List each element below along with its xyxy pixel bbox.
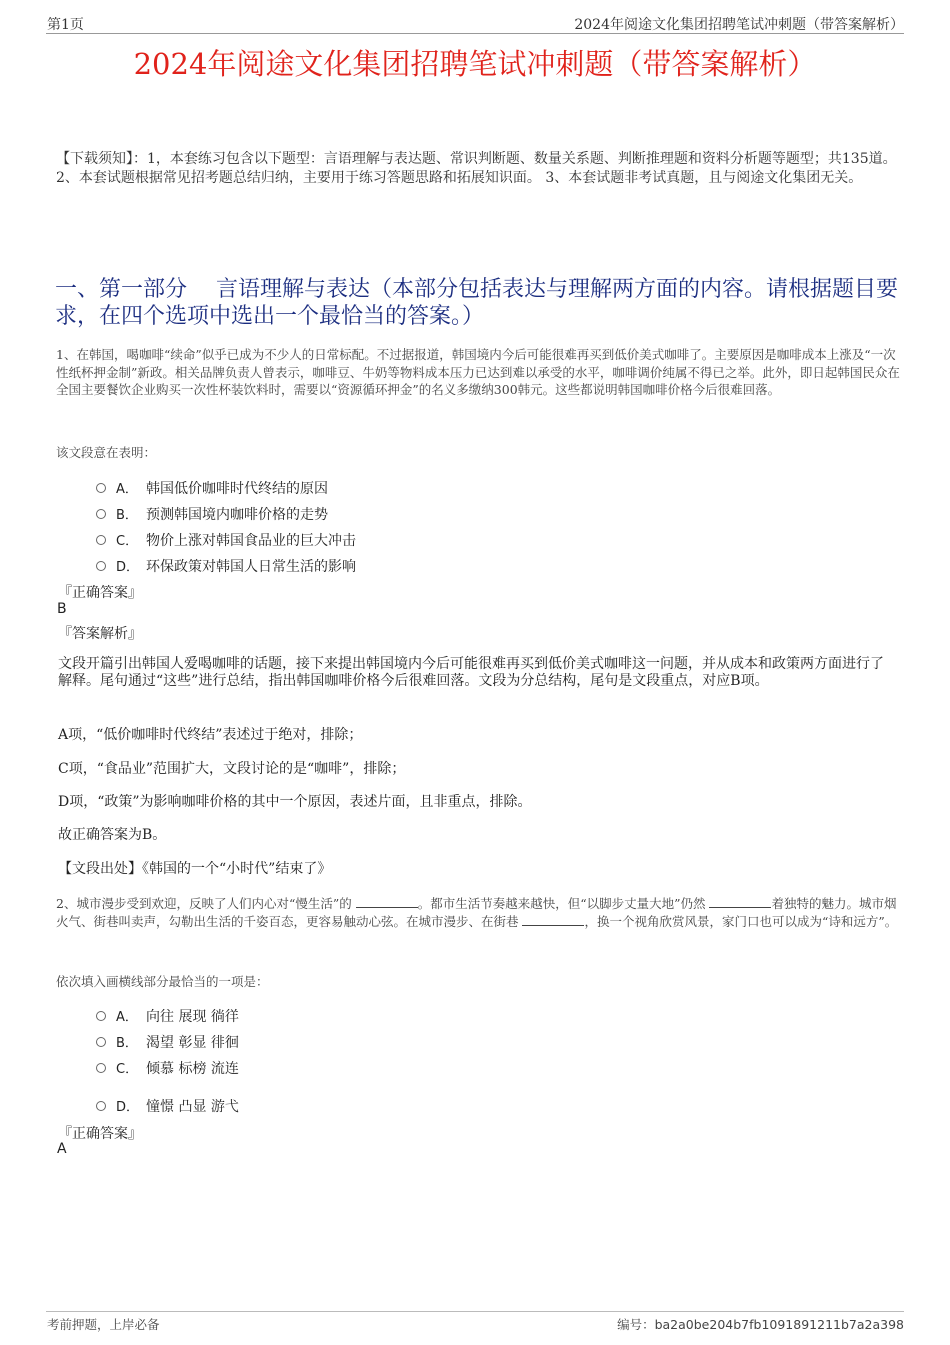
question-1-option-b[interactable] xyxy=(96,504,328,524)
option-text: 渴望 彰显 徘徊 xyxy=(146,1035,239,1051)
page-header-left: 第1页 xyxy=(47,17,84,33)
passage-source: 【文段出处】《韩国的一个“小时代”结束了》 xyxy=(58,861,332,877)
document-title: 2024年阅途文化集团招聘笔试冲刺题（带答案解析） xyxy=(133,47,817,81)
radio-icon[interactable] xyxy=(96,561,106,571)
question-2-answer-label: 『正确答案』 xyxy=(58,1126,142,1142)
analysis-paragraph: 故正确答案为B。 xyxy=(58,827,167,843)
question-2-option-a[interactable] xyxy=(96,1006,239,1026)
option-letter: C． xyxy=(116,1062,139,1077)
option-text: 倾慕 标榜 流连 xyxy=(146,1061,239,1077)
question-1-answer-label: 『正确答案』 xyxy=(58,585,142,601)
footer-serial-label: 编号： xyxy=(617,1317,655,1332)
option-letter: A． xyxy=(116,482,138,497)
question-2-option-b[interactable] xyxy=(96,1032,239,1052)
option-text: 环保政策对韩国人日常生活的影响 xyxy=(146,559,356,575)
option-letter: B． xyxy=(116,1036,138,1051)
option-letter: C． xyxy=(116,534,139,549)
footer-serial xyxy=(617,1315,904,1333)
question-1-option-c[interactable] xyxy=(96,530,356,550)
radio-icon[interactable] xyxy=(96,509,106,519)
fill-blank xyxy=(356,895,418,908)
header-divider xyxy=(46,33,904,34)
radio-icon[interactable] xyxy=(96,1101,106,1111)
question-1-option-a[interactable] xyxy=(96,478,328,498)
page-header-right: 2024年阅途文化集团招聘笔试冲刺题（带答案解析） xyxy=(574,17,904,33)
question-2-text-part: 。都市生活节奏越来越快，但“以脚步丈量大地”仍然 xyxy=(417,896,710,911)
question-2-prompt: 依次填入画横线部分最恰当的一项是： xyxy=(56,974,269,989)
question-2-text-part: 2、城市漫步受到欢迎，反映了人们内心对“慢生活”的 xyxy=(56,896,356,911)
fill-blank xyxy=(709,895,771,908)
question-1-answer: B xyxy=(57,601,67,617)
option-letter: A． xyxy=(116,1010,138,1025)
footer-slogan: 考前押题，上岸必备 xyxy=(47,1317,160,1332)
analysis-paragraph: C项，“食品业”范围扩大，文段讨论的是“咖啡”，排除； xyxy=(58,761,406,777)
radio-icon[interactable] xyxy=(96,483,106,493)
radio-icon[interactable] xyxy=(96,1037,106,1047)
footer-serial-code: ba2a0be204b7fb1091891211b7a2a398 xyxy=(654,1317,904,1332)
question-1-analysis-label: 『答案解析』 xyxy=(58,626,142,642)
question-2-text-part: ，换一个视角欣赏风景，家门口也可以成为“诗和远方”。 xyxy=(584,913,898,929)
radio-icon[interactable] xyxy=(96,1063,106,1073)
download-notice: 【下载须知】：1，本套练习包含以下题型：言语理解与表达题、常识判断题、数量关系题、判断推理题和资料分析题等题型；共135道。 2、本套试题根据常见招考题总结归纳，主要用于练习答题思路和拓展知识面。 3、本套试题非考试真题，且与阅途文化集团无关。 xyxy=(56,151,897,186)
option-letter: D． xyxy=(116,1100,140,1115)
option-letter: D． xyxy=(116,560,140,575)
analysis-paragraph: A项，“低价咖啡时代终结”表述过于绝对，排除； xyxy=(58,727,363,743)
option-text: 向往 展现 徜徉 xyxy=(146,1009,239,1025)
question-2-text-part: 着独特的魅力。城市烟火气、街巷叫卖声，勾勒出生活的千姿百态，更容易触动心弦。在城市漫步、在街巷 xyxy=(56,896,897,929)
question-1-option-d[interactable] xyxy=(96,556,356,576)
radio-icon[interactable] xyxy=(96,535,106,545)
analysis-paragraph: 文段开篇引出韩国人爱喝咖啡的话题，接下来提出韩国境内今后可能很难再买到低价美式咖啡这一问题，并从成本和政策两方面进行了解释。尾句通过“这些”进行总结，指出韩国咖啡价格今后很难回落。文段为分总结构，尾句是文段重点，对应B项。 xyxy=(58,656,884,689)
footer-divider xyxy=(46,1311,904,1312)
question-1-prompt: 该文段意在表明： xyxy=(56,445,157,460)
option-letter: B． xyxy=(116,508,138,523)
option-text: 预测韩国境内咖啡价格的走势 xyxy=(146,507,328,523)
option-text: 物价上涨对韩国食品业的巨大冲击 xyxy=(146,533,356,549)
option-text: 憧憬 凸显 游弋 xyxy=(146,1099,239,1115)
fill-blank xyxy=(522,913,584,926)
radio-icon[interactable] xyxy=(96,1011,106,1021)
option-text: 韩国低价咖啡时代终结的原因 xyxy=(146,481,328,497)
question-2-answer: A xyxy=(57,1141,67,1157)
question-2-option-d[interactable] xyxy=(96,1096,239,1116)
question-1-text: 1、在韩国，喝咖啡“续命”似乎已成为不少人的日常标配。不过据报道，韩国境内今后可能很难再买到低价美式咖啡了。主要原因是咖啡成本上涨及“一次性纸杯押金制”新政。相关品牌负责人曾表示，咖啡豆、牛奶等物料成本压力已达到难以承受的水平，咖啡调价纯属不得已之举。此外，即日起韩国民众在全国主要餐饮企业购买一次性杯装饮料时，需要以“资源循环押金”的名义多缴纳300韩元。这些都说明韩国咖啡价格今后很难回落。 xyxy=(56,347,900,397)
section-heading: 一、第一部分 言语理解与表达（本部分包括表达与理解两方面的内容。请根据题目要求，在四个选项中选出一个最恰当的答案。） xyxy=(55,277,898,329)
analysis-paragraph: D项，“政策”为影响咖啡价格的其中一个原因，表述片面，且非重点，排除。 xyxy=(58,794,532,810)
question-2-text xyxy=(56,895,902,930)
question-2-option-c[interactable] xyxy=(96,1058,239,1078)
